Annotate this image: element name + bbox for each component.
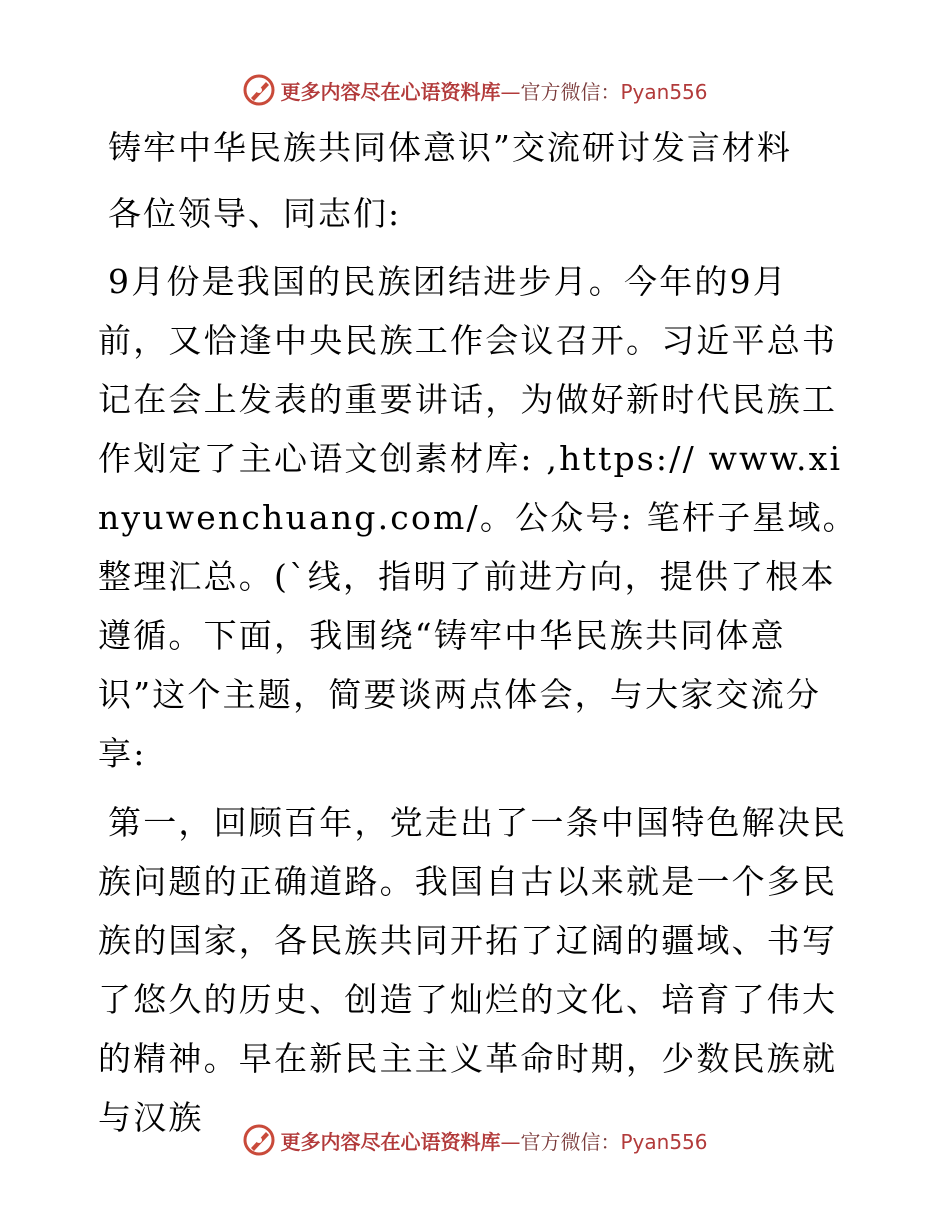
watermark-wechat-label: 官方微信： [520, 79, 621, 104]
paragraph-1: 9月份是我国的民族团结进步月。今年的9月前，又恰逢中央民族工作会议召开。习近平总书记在会上发表的重要讲话，为做好新时代民族工作划定了主心语文创素材库: ,https:// www.xinyuwenchuang.com/。公众号: 笔杆子星域。整理汇总。(`线，指明了前进方向，提供了根本遵循。下面，我围绕“铸牢中华民族共同体意识”这个主题，简要谈两点体会，与大家交流分享: [98, 262, 858, 773]
watermark-wechat-id: Pyan556 [620, 1129, 708, 1154]
watermark-dash: — [500, 1129, 521, 1154]
watermark-wechat-id: Pyan556 [620, 79, 708, 104]
paragraph-2: 第一，回顾百年，党走出了一条中国特色解决民族问题的正确道路。我国自古以来就是一个多民族的国家，各民族共同开拓了辽阔的疆域、书写了悠久的历史、创造了灿烂的文化、培育了伟大的精神。早在新民主主义革命时期，少数民族就与汉族 [98, 803, 848, 1137]
watermark-wechat-label: 官方微信： [520, 1129, 621, 1154]
watermark-banner-top [0, 70, 950, 110]
pen-logo-icon [242, 1123, 276, 1157]
watermark-dash: — [500, 79, 521, 104]
document-title: 铸牢中华民族共同体意识”交流研讨发言材料 [108, 128, 792, 167]
greeting: 各位领导、同志们: [108, 194, 402, 233]
watermark-text [280, 76, 707, 105]
watermark-site: 更多内容尽在心语资料库 [280, 79, 501, 104]
watermark-text [280, 1126, 707, 1155]
watermark-banner-bottom [0, 1120, 950, 1160]
watermark-site: 更多内容尽在心语资料库 [280, 1129, 501, 1154]
document-body [98, 120, 858, 1157]
pen-logo-icon [242, 73, 276, 107]
